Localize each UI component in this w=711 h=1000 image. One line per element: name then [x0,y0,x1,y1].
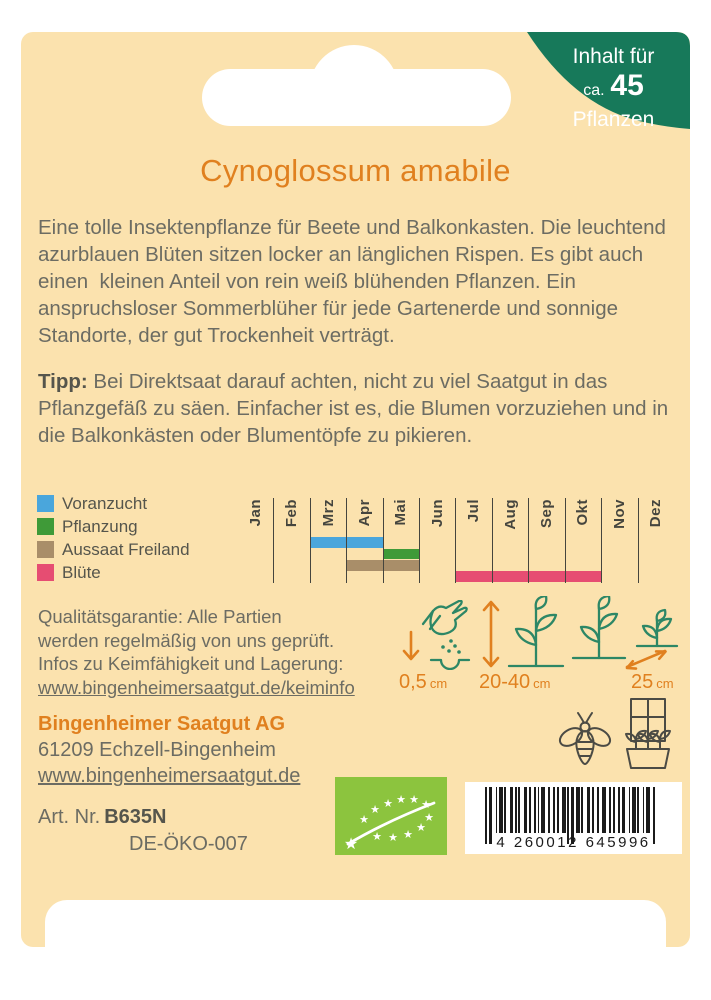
sowing-depth-info [399,600,479,694]
month-column [528,498,565,583]
svg-text:★: ★ [416,821,426,834]
plant-height-info [479,596,569,694]
badge-line3: Pflanzen [572,108,655,131]
month-column [601,498,638,583]
barcode-stripe [609,787,611,833]
legend-label: Aussaat Freiland [62,539,190,559]
article-number-row [38,806,167,829]
barcode-stripe [553,787,555,833]
svg-text:★: ★ [421,798,431,811]
badge-line2 [543,71,684,105]
month-label: Mrz [319,499,337,527]
month-label: Jun [428,499,446,528]
svg-text:★: ★ [372,830,382,843]
svg-text:★: ★ [396,793,406,806]
legend-item [37,518,190,535]
content-badge [519,32,690,132]
barcode-stripe [562,787,566,833]
quality-line: werden regelmäßig von uns geprüft. [38,629,335,651]
month-label: Jan [246,499,264,527]
barcode-stripe [548,787,550,833]
plant-height-unit: cm [533,676,551,691]
tip-text: Bei Direktsaat darauf achten, nicht zu viel Saatgut in das Pflanzgefäß zu säen. Einfacher ist es, die Blumen vorzuziehen und in die Balkonkästen oder Blumentöpfe zu pikieren. [38,370,669,447]
svg-text:★: ★ [370,803,380,816]
svg-text:★: ★ [359,813,369,826]
plant-spacing-arrow-icon [571,596,681,670]
barcode-digits: 4 260012 645996 [496,834,651,851]
month-column [492,498,529,583]
barcode-stripe [576,787,580,833]
month-column [273,498,310,583]
barcode-stripe [632,787,636,833]
quality-block [38,605,355,699]
badge-count: 45 [610,69,644,102]
barcode-stripe [637,787,639,833]
badge-count-prefix: ca. [583,82,605,99]
sowing-depth-unit: cm [429,676,448,691]
plant-spacing-value: 25 [631,671,654,693]
seed-packet-back [21,32,690,947]
barcode-stripe [602,787,606,833]
barcode [465,782,682,854]
month-column [237,498,274,583]
legend-swatch [37,564,54,581]
sowing-depth-value: 0,5 [399,671,427,693]
month-column [456,498,493,583]
legend-label: Voranzucht [62,493,148,513]
quality-line: Infos zu Keimfähigkeit und Lagerung: [38,653,344,674]
plant-height-label [479,671,569,694]
legend-swatch [37,518,54,535]
legend-item [37,495,190,512]
article-number-value: B635N [104,806,167,828]
barcode-stripe [515,787,517,833]
eco-certification-code: DE-ÖKO-007 [129,833,248,855]
svg-text:★: ★ [343,834,359,853]
legend-item [37,564,190,581]
month-column [346,498,383,583]
keiminfo-url[interactable]: www.bingenheimersaatgut.de/keiminfo [38,676,355,698]
barcode-stripe [496,787,498,833]
plant-height-value: 20-40 [479,671,531,693]
plant-spacing-unit: cm [656,676,674,691]
quality-line: Qualitätsgarantie: Alle Partien [38,606,282,627]
barcode-stripe [592,787,594,833]
eu-organic-leaf-logo [335,777,447,855]
svg-text:★: ★ [383,797,393,810]
month-label: Feb [283,499,301,528]
barcode-stripe [613,787,615,833]
month-label: Sep [538,499,556,529]
legend-swatch [37,541,54,558]
company-name: Bingenheimer Saatgut AG [38,713,286,735]
svg-text:★: ★ [388,831,398,844]
barcode-stripe [646,787,650,833]
month-column [419,498,456,583]
barcode-stripe [504,787,506,833]
article-number-label: Art. Nr. [38,806,101,828]
company-website-url[interactable]: www.bingenheimersaatgut.de [38,765,301,787]
month-label: Mai [392,499,410,526]
barcode-stripe [597,787,599,833]
barcode-stripe [510,787,514,833]
hand-sowing-seeds-icon [399,600,477,670]
description-paragraph: Eine tolle Insektenpflanze für Beete und Balkonkasten. Die leuchtend azurblauen Blüten sitzen locker an länglichen Rispen. Es gibt auch einen kleinen Anteil von rein weiß blühenden Pflanzen. Ein anspruchsloser Sommerblüher für jede Gartenerde und sonnige Standorte, der gut Trockenheit verträgt. [38,216,672,347]
month-column [638,498,674,583]
month-label: Nov [610,499,628,529]
month-column [565,498,602,583]
barcode-stripe [581,787,583,833]
svg-text:★: ★ [403,828,413,841]
calendar-legend [37,495,190,581]
barcode-stripe [529,787,531,833]
balcony-box-icon [618,696,676,772]
barcode-stripe [499,787,503,833]
hang-slot [202,69,511,126]
plant-spacing-info [571,596,683,694]
plant-height-arrow-icon [479,596,567,670]
month-label: Dez [647,499,665,528]
company-address: 61209 Echzell-Bingenheim [38,739,276,761]
barcode-stripe [557,787,559,833]
month-column [310,498,347,583]
month-label: Jul [465,499,483,523]
month-label: Aug [501,499,519,530]
barcode-stripe [518,787,520,833]
barcode-stripe [541,787,545,833]
barcode-stripe [538,787,540,833]
barcode-stripe [587,787,591,833]
tip-paragraph [38,368,688,449]
page-title: Cynoglossum amabile [200,153,511,188]
month-label: Okt [574,499,592,526]
barcode-stripe [622,787,626,833]
barcode-stripe [643,787,645,833]
company-block [38,711,300,789]
plant-spacing-label [631,671,683,694]
tip-label: Tipp: [38,370,88,393]
sowing-calendar [237,498,674,583]
barcode-stripe [524,787,528,833]
month-column [383,498,420,583]
barcode-stripe [629,787,631,833]
legend-label: Blüte [62,562,101,582]
month-label: Apr [355,499,373,527]
legend-swatch [37,495,54,512]
content-badge-text [519,32,690,130]
legend-label: Pflanzung [62,516,138,536]
badge-line1: Inhalt für [572,45,655,68]
svg-text:★: ★ [409,793,419,806]
svg-text:★: ★ [424,811,434,824]
bee-icon [558,708,612,768]
legend-item [37,541,190,558]
bottom-flap [45,900,666,947]
barcode-stripe [618,787,620,833]
barcode-stripe [534,787,536,833]
sowing-depth-label [399,671,479,694]
